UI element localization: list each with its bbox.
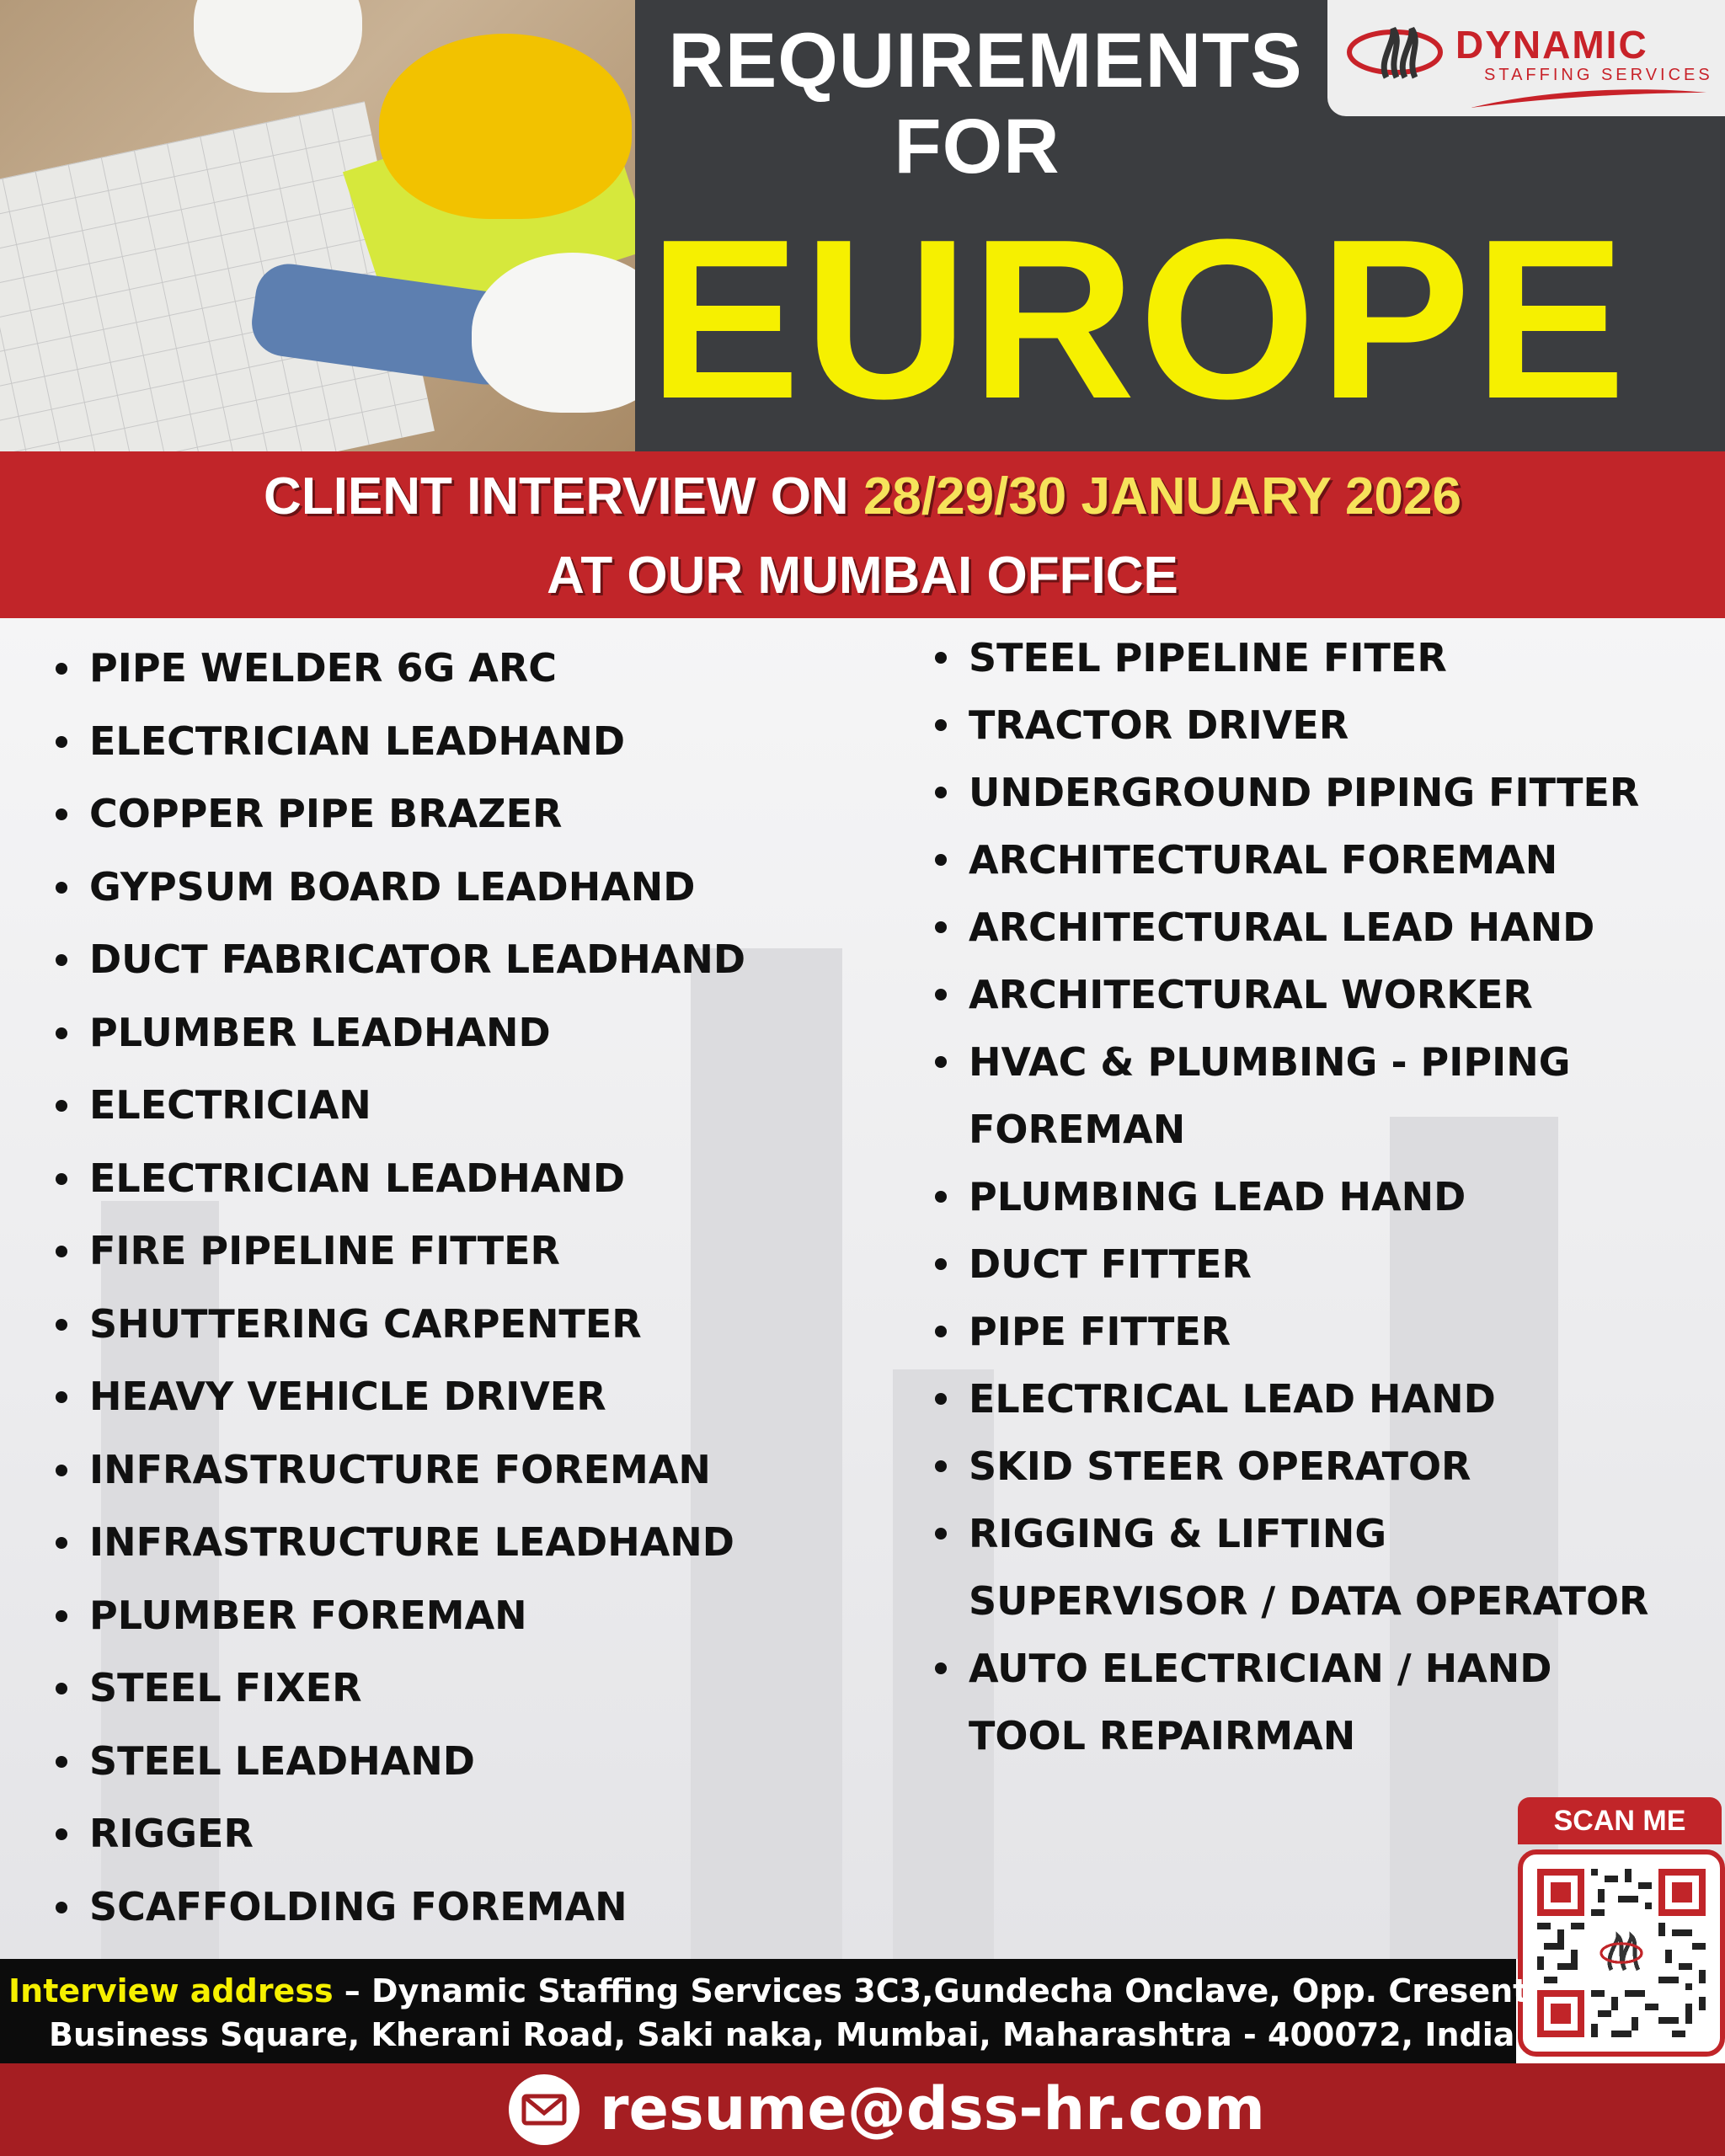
bullet-icon bbox=[935, 1662, 947, 1674]
job-title: ELECTRICIAN bbox=[89, 1082, 371, 1128]
job-title: PLUMBER FOREMAN bbox=[89, 1592, 527, 1638]
bullet-icon bbox=[56, 1828, 67, 1840]
bullet-icon bbox=[56, 1902, 67, 1913]
qr-code-block[interactable] bbox=[1516, 1797, 1723, 2050]
interview-date-line bbox=[0, 467, 1725, 526]
job-title: SHUTTERING CARPENTER bbox=[89, 1300, 642, 1347]
job-title: ELECTRICIAN LEADHAND bbox=[89, 718, 626, 764]
company-logo bbox=[1327, 0, 1725, 116]
bullet-icon bbox=[56, 1319, 67, 1331]
job-item bbox=[56, 1870, 745, 1944]
job-title: INFRASTRUCTURE FOREMAN bbox=[89, 1446, 711, 1492]
job-item bbox=[935, 1433, 1648, 1500]
job-title: ARCHITECTURAL FOREMAN bbox=[969, 837, 1558, 883]
job-item bbox=[935, 1298, 1648, 1365]
job-item bbox=[935, 1230, 1648, 1298]
bullet-icon bbox=[935, 719, 947, 731]
job-title: SKID STEER OPERATOR bbox=[969, 1444, 1471, 1489]
job-item bbox=[56, 1142, 745, 1215]
job-title: FIRE PIPELINE FITTER bbox=[89, 1228, 560, 1273]
mail-icon bbox=[509, 2074, 579, 2145]
region-title: EUROPE bbox=[649, 193, 1630, 446]
job-item bbox=[935, 1635, 1648, 1769]
heading-for: FOR bbox=[894, 104, 1060, 189]
job-title: SCAFFOLDING FOREMAN bbox=[89, 1883, 628, 1929]
job-item bbox=[935, 1365, 1648, 1433]
bullet-icon bbox=[935, 854, 947, 866]
bullet-icon bbox=[56, 1173, 67, 1185]
heading-requirements: REQUIREMENTS bbox=[668, 18, 1303, 104]
job-item bbox=[56, 705, 745, 778]
job-title: DUCT FABRICATOR LEADHAND bbox=[89, 937, 746, 982]
address-line-2: Business Square, Kherani Road, Saki naka, Mumbai, Maharashtra - 400072, India bbox=[49, 2016, 1515, 2053]
qr-code-icon[interactable] bbox=[1537, 1869, 1706, 2037]
bullet-icon bbox=[935, 1258, 947, 1270]
job-item bbox=[935, 961, 1648, 1028]
job-title: TRACTOR DRIVER bbox=[969, 702, 1349, 748]
job-title: GYPSUM BOARD LEADHAND bbox=[89, 863, 696, 910]
job-item bbox=[56, 996, 745, 1070]
job-title: PIPE FITTER bbox=[969, 1309, 1231, 1354]
bullet-icon bbox=[56, 1246, 67, 1257]
bullet-icon bbox=[56, 1610, 67, 1622]
bullet-icon bbox=[935, 1191, 947, 1203]
job-item bbox=[56, 777, 745, 851]
scan-me-label: SCAN ME bbox=[1518, 1797, 1722, 1844]
job-item bbox=[56, 1214, 745, 1288]
bullet-icon bbox=[56, 736, 67, 748]
bullet-icon bbox=[935, 1326, 947, 1337]
bullet-icon bbox=[935, 1528, 947, 1540]
job-title: AUTO ELECTRICIAN / HAND bbox=[969, 1646, 1552, 1691]
job-title: PLUMBING LEAD HAND bbox=[969, 1174, 1466, 1219]
bullet-icon bbox=[56, 1391, 67, 1403]
job-item bbox=[56, 923, 745, 996]
bullet-icon bbox=[935, 1393, 947, 1405]
job-list-left bbox=[56, 632, 745, 1943]
job-item bbox=[935, 894, 1648, 961]
bullet-icon bbox=[56, 808, 67, 820]
job-title: HEAVY VEHICLE DRIVER bbox=[89, 1374, 606, 1419]
job-title: PLUMBER LEADHAND bbox=[89, 1009, 551, 1055]
job-item bbox=[56, 1797, 745, 1870]
job-item bbox=[56, 1069, 745, 1142]
logo-swoosh-icon bbox=[1471, 84, 1706, 109]
job-item bbox=[56, 1652, 745, 1725]
bullet-icon bbox=[56, 1683, 67, 1694]
email-link[interactable]: resume@dss-hr.com bbox=[600, 2074, 1265, 2143]
job-title: DUCT FITTER bbox=[969, 1241, 1252, 1287]
logo-name: DYNAMIC bbox=[1455, 23, 1648, 67]
bullet-icon bbox=[935, 787, 947, 798]
job-title: COPPER PIPE BRAZER bbox=[89, 791, 563, 836]
job-title: ARCHITECTURAL WORKER bbox=[969, 972, 1533, 1017]
bullet-icon bbox=[935, 652, 947, 664]
bullet-icon bbox=[56, 1100, 67, 1112]
job-item bbox=[935, 624, 1648, 691]
job-title: RIGGING & LIFTING bbox=[969, 1511, 1387, 1556]
job-item bbox=[56, 1506, 745, 1579]
workers-photo bbox=[0, 0, 635, 451]
logo-mark-icon bbox=[1344, 19, 1445, 86]
job-title-continued: FOREMAN bbox=[969, 1107, 1186, 1152]
bullet-icon bbox=[56, 1537, 67, 1549]
job-item bbox=[56, 1725, 745, 1798]
job-title: INFRASTRUCTURE LEADHAND bbox=[89, 1519, 734, 1565]
job-item bbox=[56, 1433, 745, 1507]
job-title: RIGGER bbox=[89, 1811, 254, 1856]
job-title: ARCHITECTURAL LEAD HAND bbox=[969, 905, 1595, 950]
job-title: HVAC & PLUMBING - PIPING bbox=[969, 1039, 1571, 1085]
bullet-icon bbox=[56, 1465, 67, 1476]
job-item bbox=[935, 1028, 1648, 1163]
job-item bbox=[935, 826, 1648, 894]
bullet-icon bbox=[56, 954, 67, 966]
bullet-icon bbox=[56, 1027, 67, 1039]
logo-subtitle: STAFFING SERVICES bbox=[1484, 66, 1713, 84]
job-item bbox=[935, 759, 1648, 826]
job-item bbox=[56, 1360, 745, 1433]
job-title: PIPE WELDER 6G ARC bbox=[89, 645, 558, 691]
bullet-icon bbox=[935, 1460, 947, 1472]
job-title: UNDERGROUND PIPING FITTER bbox=[969, 770, 1640, 815]
qr-code-frame[interactable] bbox=[1518, 1849, 1725, 2057]
job-item bbox=[56, 851, 745, 924]
white-helmet-image bbox=[194, 0, 362, 93]
interview-prefix: CLIENT INTERVIEW ON bbox=[264, 467, 849, 526]
interview-dates: 28/29/30 JANUARY 2026 bbox=[862, 467, 1461, 526]
job-title-continued: TOOL REPAIRMAN bbox=[969, 1713, 1356, 1758]
job-title-continued: SUPERVISOR / DATA OPERATOR bbox=[969, 1578, 1649, 1624]
job-title: ELECTRICAL LEAD HAND bbox=[969, 1376, 1496, 1422]
address-label: Interview address bbox=[8, 1972, 334, 2009]
job-list-right bbox=[935, 624, 1648, 1769]
bullet-icon bbox=[56, 1756, 67, 1768]
job-title: STEEL PIPELINE FITER bbox=[969, 635, 1447, 680]
address-line-1 bbox=[8, 1972, 1528, 2009]
bullet-icon bbox=[935, 921, 947, 933]
job-item bbox=[935, 1500, 1648, 1635]
bullet-icon bbox=[56, 663, 67, 675]
job-title: STEEL FIXER bbox=[89, 1665, 362, 1710]
bullet-icon bbox=[935, 1056, 947, 1068]
job-item bbox=[56, 1579, 745, 1652]
address-text-1: – Dynamic Staffing Services 3C3,Gundecha Onclave, Opp. Cresent bbox=[333, 1972, 1529, 2009]
yellow-helmet-image bbox=[379, 34, 632, 219]
job-item bbox=[935, 691, 1648, 759]
interview-location: AT OUR MUMBAI OFFICE bbox=[547, 547, 1178, 605]
job-item bbox=[56, 632, 745, 705]
job-title: STEEL LEADHAND bbox=[89, 1737, 475, 1784]
job-title: ELECTRICIAN LEADHAND bbox=[89, 1155, 626, 1201]
job-item bbox=[56, 1288, 745, 1361]
bullet-icon bbox=[56, 882, 67, 894]
job-item bbox=[935, 1163, 1648, 1230]
bullet-icon bbox=[935, 989, 947, 1001]
